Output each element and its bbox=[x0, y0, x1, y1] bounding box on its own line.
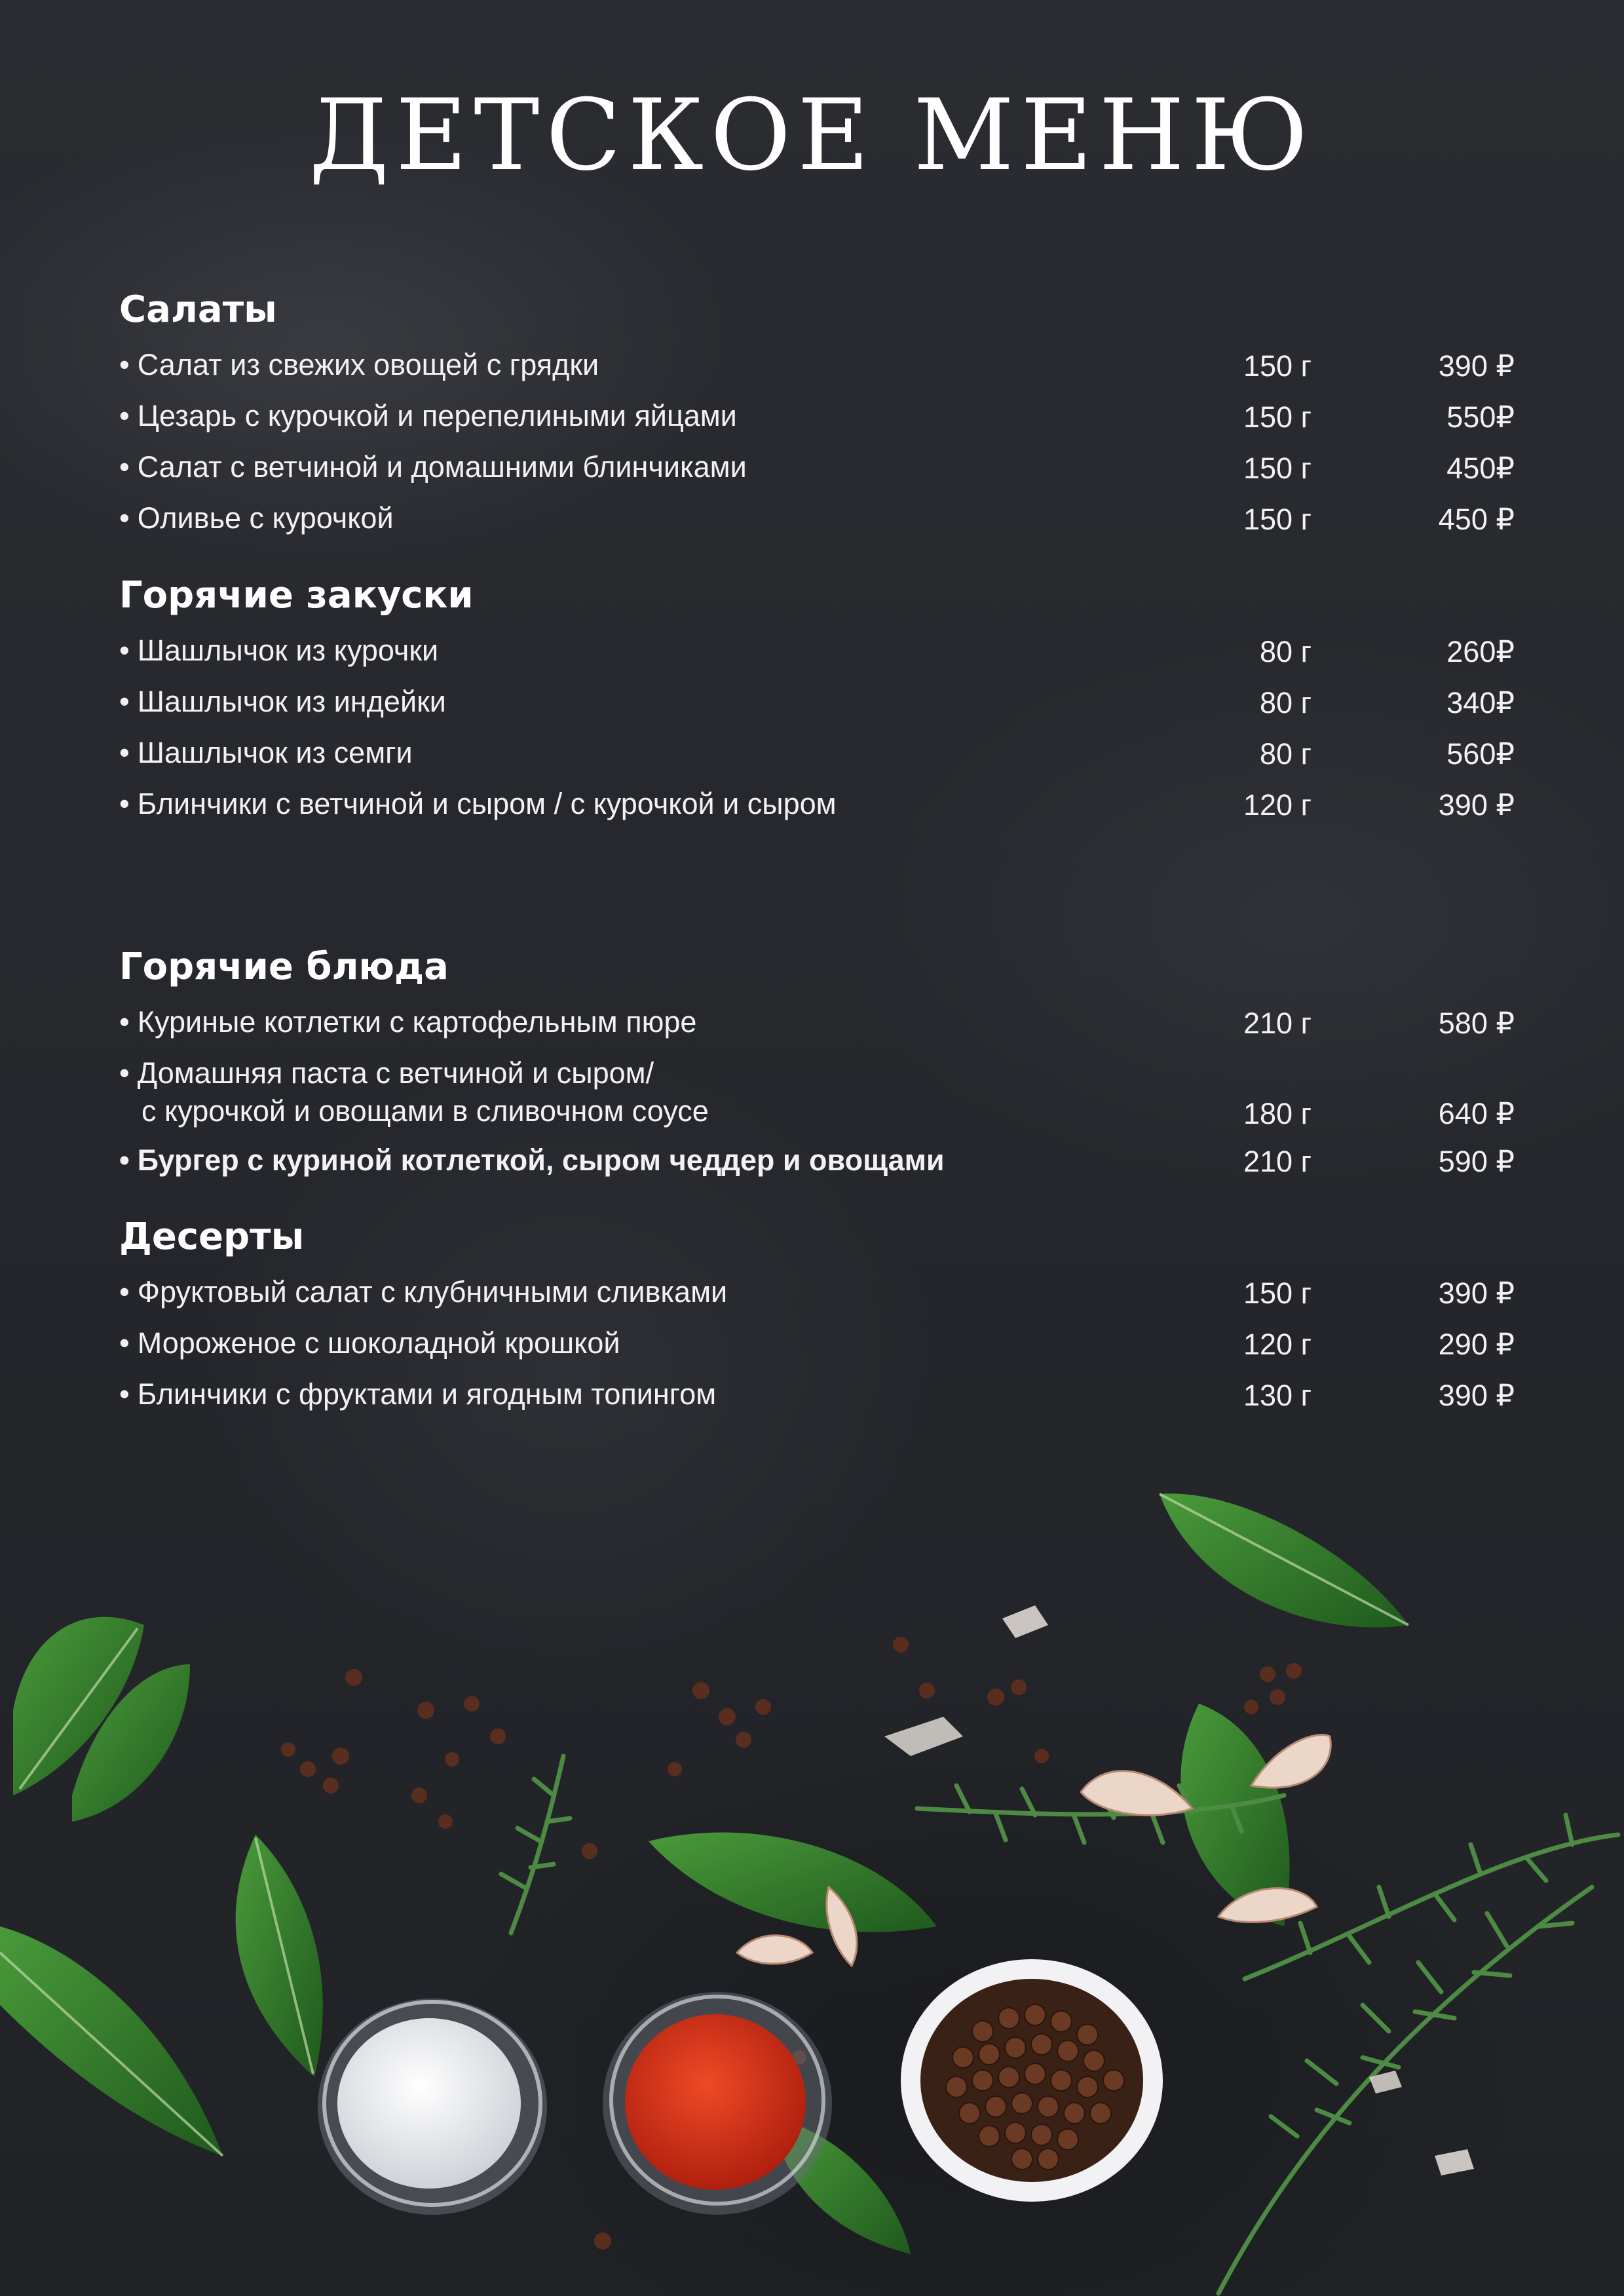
bullet: • bbox=[119, 1275, 130, 1309]
menu-item bbox=[119, 785, 1528, 824]
item-name: Фруктовый салат с клубничными сливками bbox=[137, 1275, 728, 1309]
item-name-line2: с курочкой и овощами в сливочном соусе bbox=[142, 1094, 709, 1128]
menu-item bbox=[119, 346, 1528, 385]
item-price: 550₽ bbox=[1446, 400, 1515, 434]
item-price: 390 ₽ bbox=[1438, 349, 1515, 383]
item-weight: 210 г bbox=[1243, 1145, 1312, 1178]
menu-item bbox=[119, 1003, 1528, 1043]
section-title-desserts: Десерты bbox=[119, 1215, 305, 1258]
paprika-bowl bbox=[603, 1992, 832, 2215]
item-price: 560₽ bbox=[1446, 737, 1515, 771]
item-weight: 130 г bbox=[1243, 1379, 1312, 1412]
item-name: Домашняя паста с ветчиной и сыром/ bbox=[137, 1056, 654, 1090]
item-weight: 150 г bbox=[1243, 349, 1312, 383]
item-name-wrap bbox=[119, 683, 446, 721]
menu-item bbox=[119, 499, 1528, 539]
bullet: • bbox=[119, 634, 130, 667]
item-name-wrap bbox=[119, 632, 438, 670]
item-name: Блинчики с фруктами и ягодным топингом bbox=[137, 1377, 717, 1411]
item-weight: 210 г bbox=[1243, 1006, 1312, 1040]
bullet: • bbox=[119, 348, 130, 381]
item-weight: 120 г bbox=[1243, 788, 1312, 822]
item-name-wrap bbox=[119, 1273, 727, 1311]
menu-item bbox=[119, 1273, 1528, 1312]
item-name-wrap bbox=[119, 448, 747, 486]
bullet: • bbox=[119, 450, 130, 484]
item-name: Куриные котлетки с картофельным пюре bbox=[137, 1005, 697, 1039]
item-weight: 180 г bbox=[1243, 1097, 1312, 1130]
item-weight: 150 г bbox=[1243, 451, 1312, 485]
item-weight: 80 г bbox=[1260, 635, 1312, 668]
bay-leaf bbox=[236, 1835, 323, 2077]
item-price: 590 ₽ bbox=[1438, 1145, 1515, 1178]
item-price: 450₽ bbox=[1446, 451, 1515, 485]
item-name: Шашлычок из курочки bbox=[137, 634, 439, 667]
item-name-wrap bbox=[119, 1003, 696, 1041]
item-weight: 80 г bbox=[1260, 686, 1312, 719]
item-name: Бургер с куриной котлеткой, сыром чеддер и овощами bbox=[137, 1143, 945, 1177]
bullet: • bbox=[119, 501, 130, 535]
section-title-hot-appetizers: Горячие закуски bbox=[119, 574, 474, 617]
item-name-wrap bbox=[119, 1375, 716, 1413]
item-name-wrap bbox=[119, 346, 599, 384]
section-title-hot-dishes: Горячие блюда bbox=[119, 946, 449, 988]
garlic-clove bbox=[737, 1936, 812, 1964]
menu-item bbox=[119, 1054, 1528, 1133]
item-weight: 150 г bbox=[1243, 400, 1312, 434]
bullet: • bbox=[119, 685, 130, 718]
item-price: 390 ₽ bbox=[1438, 788, 1515, 822]
item-name-wrap bbox=[119, 499, 394, 537]
item-weight: 150 г bbox=[1243, 503, 1312, 536]
item-price: 390 ₽ bbox=[1438, 1379, 1515, 1412]
menu-item bbox=[119, 683, 1528, 722]
peppercorn-bowl bbox=[901, 1959, 1163, 2202]
item-price: 640 ₽ bbox=[1438, 1097, 1515, 1130]
item-weight: 80 г bbox=[1260, 737, 1312, 771]
salt-bowl bbox=[318, 1999, 547, 2215]
menu-item bbox=[119, 1141, 1528, 1181]
menu-item bbox=[119, 397, 1528, 436]
item-price: 450 ₽ bbox=[1438, 503, 1515, 536]
page-title: ДЕТСКОЕ МЕНЮ bbox=[309, 79, 1315, 193]
item-name: Мороженое с шоколадной крошкой bbox=[137, 1326, 620, 1360]
item-name: Шашлычок из семги bbox=[137, 736, 413, 769]
garlic-skin bbox=[1435, 2149, 1474, 2175]
item-name-wrap bbox=[119, 397, 737, 435]
item-name: Блинчики с ветчиной и сыром / с курочкой и сыром bbox=[137, 787, 837, 820]
item-price: 290 ₽ bbox=[1438, 1328, 1515, 1361]
menu-item bbox=[119, 734, 1528, 773]
bay-leaf bbox=[649, 1832, 937, 1932]
menu-item bbox=[119, 448, 1528, 488]
garlic-clove bbox=[1081, 1771, 1192, 1815]
garlic-skin bbox=[1002, 1605, 1048, 1638]
item-name: Цезарь с курочкой и перепелиными яйцами bbox=[137, 399, 737, 432]
menu-item bbox=[119, 1324, 1528, 1364]
bullet: • bbox=[119, 1143, 130, 1177]
item-weight: 150 г bbox=[1243, 1276, 1312, 1310]
bullet: • bbox=[119, 736, 130, 769]
bullet: • bbox=[119, 1056, 130, 1090]
bay-leaf bbox=[1160, 1493, 1408, 1627]
item-name-wrap bbox=[119, 1054, 709, 1130]
item-name-wrap bbox=[119, 734, 413, 772]
bullet: • bbox=[119, 1326, 130, 1360]
item-name: Салат с ветчиной и домашними блинчиками bbox=[137, 450, 747, 484]
bullet: • bbox=[119, 787, 130, 820]
garlic-skin bbox=[884, 1717, 963, 1756]
spices-illustration bbox=[0, 1428, 1624, 2296]
item-name-wrap bbox=[119, 1141, 945, 1179]
menu-item bbox=[119, 1375, 1528, 1415]
bullet: • bbox=[119, 399, 130, 432]
item-name: Оливье с курочкой bbox=[137, 501, 394, 535]
item-weight: 120 г bbox=[1243, 1328, 1312, 1361]
bullet: • bbox=[119, 1377, 130, 1411]
bullet: • bbox=[119, 1005, 130, 1039]
item-name: Шашлычок из индейки bbox=[137, 685, 446, 718]
item-name: Салат из свежих овощей с грядки bbox=[137, 348, 599, 381]
bay-leaf bbox=[0, 1926, 223, 2156]
section-title-salads: Салаты bbox=[119, 288, 277, 331]
item-price: 390 ₽ bbox=[1438, 1276, 1515, 1310]
item-price: 340₽ bbox=[1446, 686, 1515, 719]
item-name-wrap bbox=[119, 785, 837, 823]
item-price: 580 ₽ bbox=[1438, 1006, 1515, 1040]
menu-item bbox=[119, 632, 1528, 671]
item-name-wrap bbox=[119, 1324, 620, 1362]
item-price: 260₽ bbox=[1446, 635, 1515, 668]
